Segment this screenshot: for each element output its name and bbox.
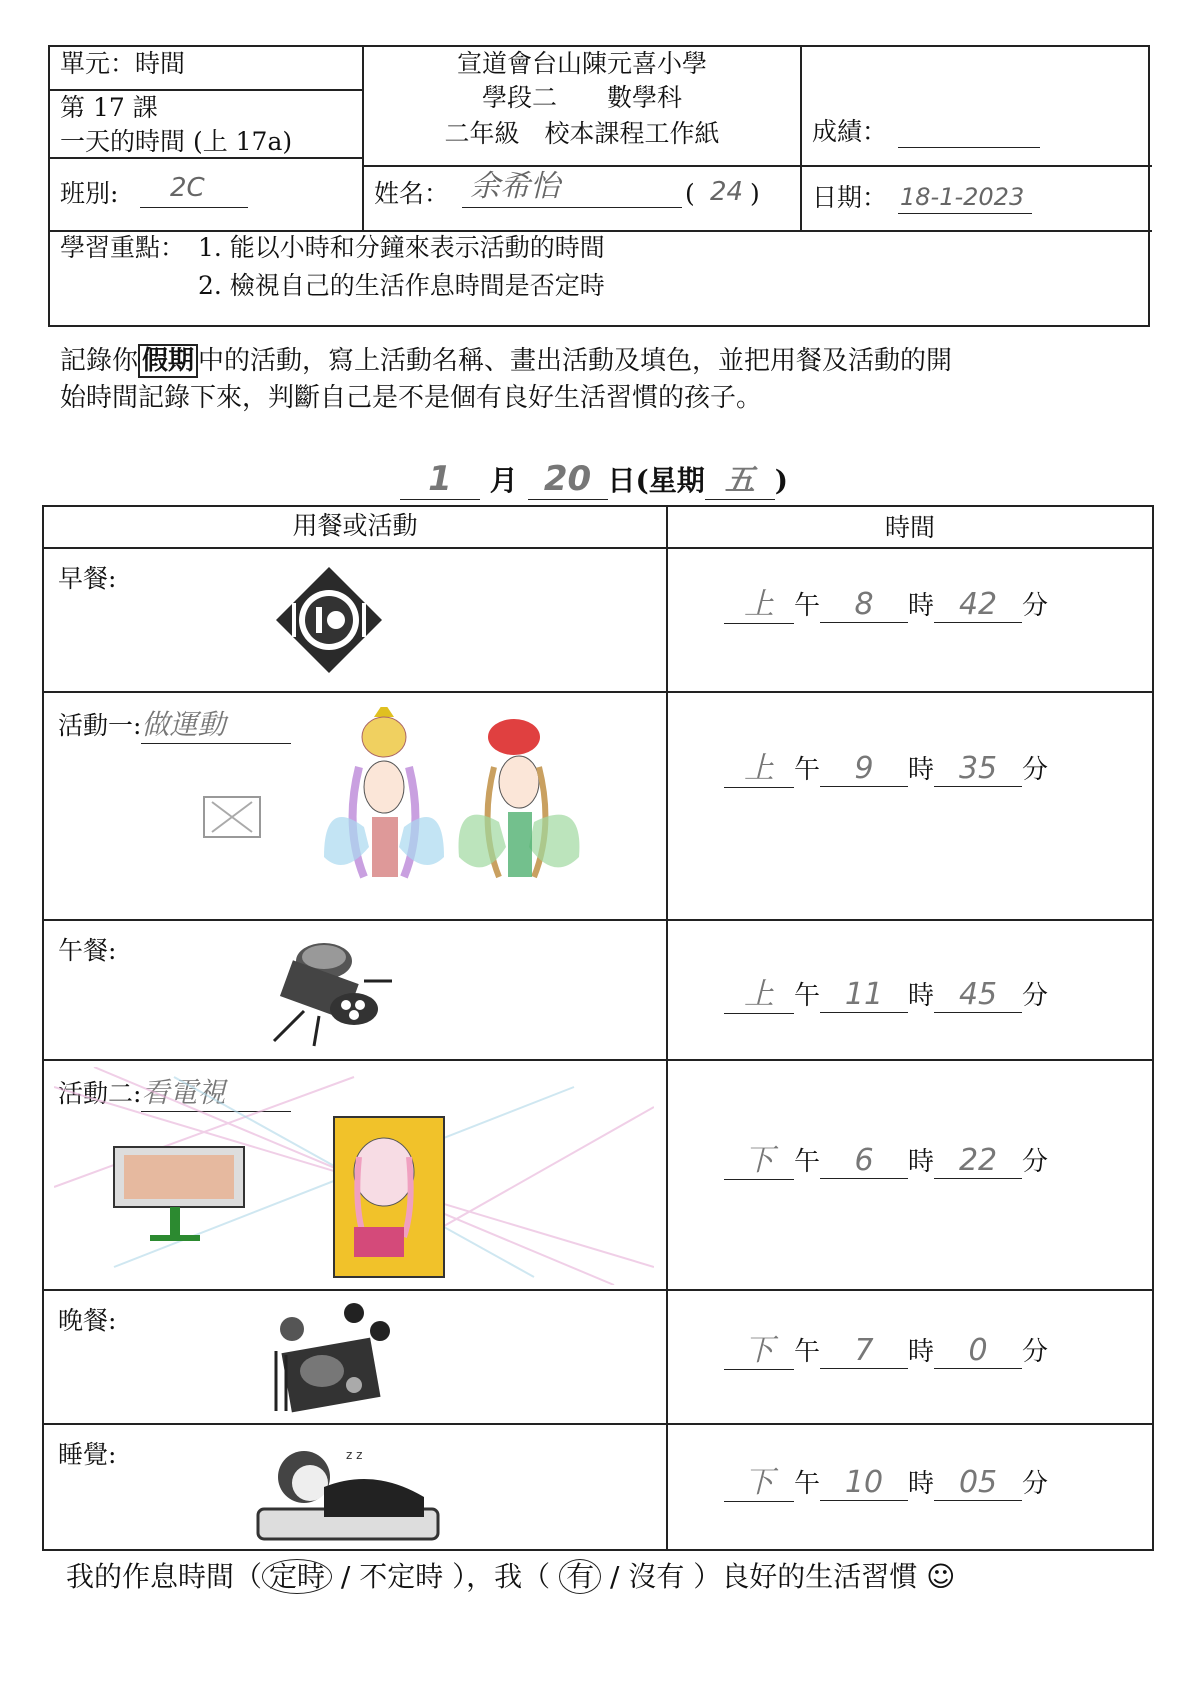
period-value[interactable]: 下 [724, 1457, 794, 1502]
hour-label: 時 [908, 1147, 935, 1177]
month-label: 月 [489, 464, 518, 497]
name-field[interactable] [462, 207, 682, 208]
row-divider [44, 691, 1154, 693]
ampm-suffix: 午 [794, 981, 821, 1011]
holiday-boxed-word: 假期 [138, 344, 198, 378]
weekday-close: ) [774, 464, 789, 497]
ampm-suffix: 午 [794, 1469, 821, 1499]
row-divider [44, 919, 1154, 921]
minute-value[interactable]: 22 [934, 1143, 1022, 1179]
row-divider [44, 1423, 1154, 1425]
row-label-breakfast: 早餐: [58, 564, 117, 593]
hour-value[interactable]: 9 [820, 751, 908, 787]
divider [50, 230, 1152, 232]
divider [800, 165, 1152, 167]
learning-focus-label: 學習重點： [60, 233, 186, 262]
column-header-activity: 用餐或活動 [292, 511, 418, 540]
weekday-value[interactable]: 五 [705, 455, 775, 500]
time-row-activity-2 [724, 1135, 1048, 1180]
minute-value[interactable]: 0 [934, 1333, 1022, 1369]
header-table [48, 45, 1150, 327]
learning-focus-2: 2. 檢視自己的生活作息時間是否定時 [198, 271, 605, 300]
ampm-suffix: 午 [794, 1147, 821, 1177]
hour-value[interactable]: 10 [820, 1465, 908, 1501]
period-value[interactable]: 下 [724, 1325, 794, 1370]
ampm-suffix: 午 [794, 755, 821, 785]
date-line [400, 455, 788, 500]
option-have-circled[interactable]: 有 [559, 1559, 601, 1594]
activity-2-name[interactable]: 看電視 [141, 1071, 291, 1112]
divider [50, 89, 363, 91]
divider [362, 165, 802, 167]
divider [50, 157, 363, 159]
breakfast-plate-icon [274, 565, 384, 675]
number-open: ( [685, 179, 695, 208]
period-value[interactable]: 下 [724, 1135, 794, 1180]
minute-label: 分 [1022, 1469, 1049, 1499]
grade-sheet: 二年級 校本課程工作紙 [444, 119, 720, 148]
minute-label: 分 [1022, 981, 1049, 1011]
habit-text: / 沒有 ）良好的生活習慣 ☺ [601, 1560, 956, 1593]
instruction-text: 記錄你 [60, 346, 139, 376]
number-value: 24 [710, 177, 744, 207]
date-field[interactable] [898, 213, 1032, 214]
column-divider [666, 507, 668, 1551]
hour-value[interactable]: 6 [820, 1143, 908, 1179]
hour-label: 時 [908, 591, 935, 621]
school-name: 宣道會台山陳元喜小學 [456, 49, 707, 78]
ampm-suffix: 午 [794, 1337, 821, 1367]
score-label: 成績： [812, 117, 888, 146]
dinner-tray-icon [272, 1301, 392, 1417]
habit-text: 我的作息時間（ [66, 1560, 263, 1593]
option-regular-circled[interactable]: 定時 [262, 1559, 332, 1594]
hour-label: 時 [908, 1337, 935, 1367]
hour-label: 時 [908, 755, 935, 785]
instruction-text: 中的活動，寫上活動名稱、畫出活動及填色，並把用餐及活動的開 [198, 346, 953, 376]
time-row-activity-1 [724, 743, 1048, 788]
row-divider [44, 547, 1154, 549]
column-header-time: 時間 [884, 513, 935, 542]
class-label: 班別: [60, 179, 119, 208]
activity-1-name[interactable]: 做運動 [141, 703, 291, 744]
minute-label: 分 [1022, 755, 1049, 785]
instruction-line-2: 始時間記錄下來，判斷自己是不是個有良好生活習慣的孩子。 [60, 383, 763, 413]
time-row-sleep [724, 1457, 1048, 1502]
time-row-dinner [724, 1325, 1048, 1370]
class-field[interactable] [140, 207, 248, 208]
learning-focus-1: 1. 能以小時和分鐘來表示活動的時間 [198, 233, 605, 262]
hour-value[interactable]: 7 [820, 1333, 908, 1369]
lesson-title: 一天的時間 (上 17a) [60, 127, 293, 156]
stage-subject: 學段二 數學科 [481, 83, 682, 112]
hour-label: 時 [908, 1469, 935, 1499]
period-value[interactable]: 上 [724, 743, 794, 788]
score-field[interactable] [898, 147, 1040, 148]
instruction-line-1 [60, 343, 1160, 379]
row-label-sleep: 睡覺: [58, 1440, 117, 1469]
date-label: 日期： [812, 183, 888, 212]
name-label: 姓名： [374, 179, 450, 208]
tv-drawing [54, 1067, 654, 1285]
activity-2-label: 活動二: [58, 1079, 142, 1108]
minute-label: 分 [1022, 591, 1049, 621]
habit-text: / 不定時 ），我（ [332, 1560, 560, 1593]
svg-text:z z: z z [346, 1448, 363, 1462]
row-label-dinner: 晚餐: [58, 1306, 117, 1335]
time-row-lunch [724, 969, 1048, 1014]
minute-value[interactable]: 35 [934, 751, 1022, 787]
period-value[interactable]: 上 [724, 579, 794, 624]
row-divider [44, 1289, 1154, 1291]
hour-value[interactable]: 8 [820, 587, 908, 623]
day-label: 日(星期 [607, 464, 705, 497]
activity-1-label: 活動一: [58, 711, 142, 740]
sleeping-boy-icon [254, 1437, 444, 1545]
unit-label: 單元：時間 [60, 49, 186, 78]
time-row-breakfast [724, 579, 1048, 624]
month-value[interactable]: 1 [400, 459, 480, 500]
lunch-food-icon [264, 931, 394, 1049]
row-label-lunch: 午餐: [58, 936, 117, 965]
period-value[interactable]: 上 [724, 969, 794, 1014]
minute-value[interactable]: 05 [934, 1465, 1022, 1501]
habit-statement [66, 1555, 955, 1595]
date-value: 18-1-2023 [900, 183, 1025, 211]
hour-value[interactable]: 11 [820, 977, 908, 1013]
minute-label: 分 [1022, 1147, 1049, 1177]
activity-table [42, 505, 1154, 1551]
hour-label: 時 [908, 981, 935, 1011]
fairy-drawing [194, 707, 614, 912]
minute-value[interactable]: 42 [934, 587, 1022, 623]
day-value[interactable]: 20 [528, 459, 608, 500]
name-value: 余希怡 [470, 169, 560, 204]
ampm-suffix: 午 [794, 591, 821, 621]
class-value: 2C [170, 173, 205, 203]
minute-label: 分 [1022, 1337, 1049, 1367]
minute-value[interactable]: 45 [934, 977, 1022, 1013]
lesson-number: 第 17 課 [60, 93, 158, 122]
number-close: ) [750, 179, 760, 208]
row-divider [44, 1059, 1154, 1061]
